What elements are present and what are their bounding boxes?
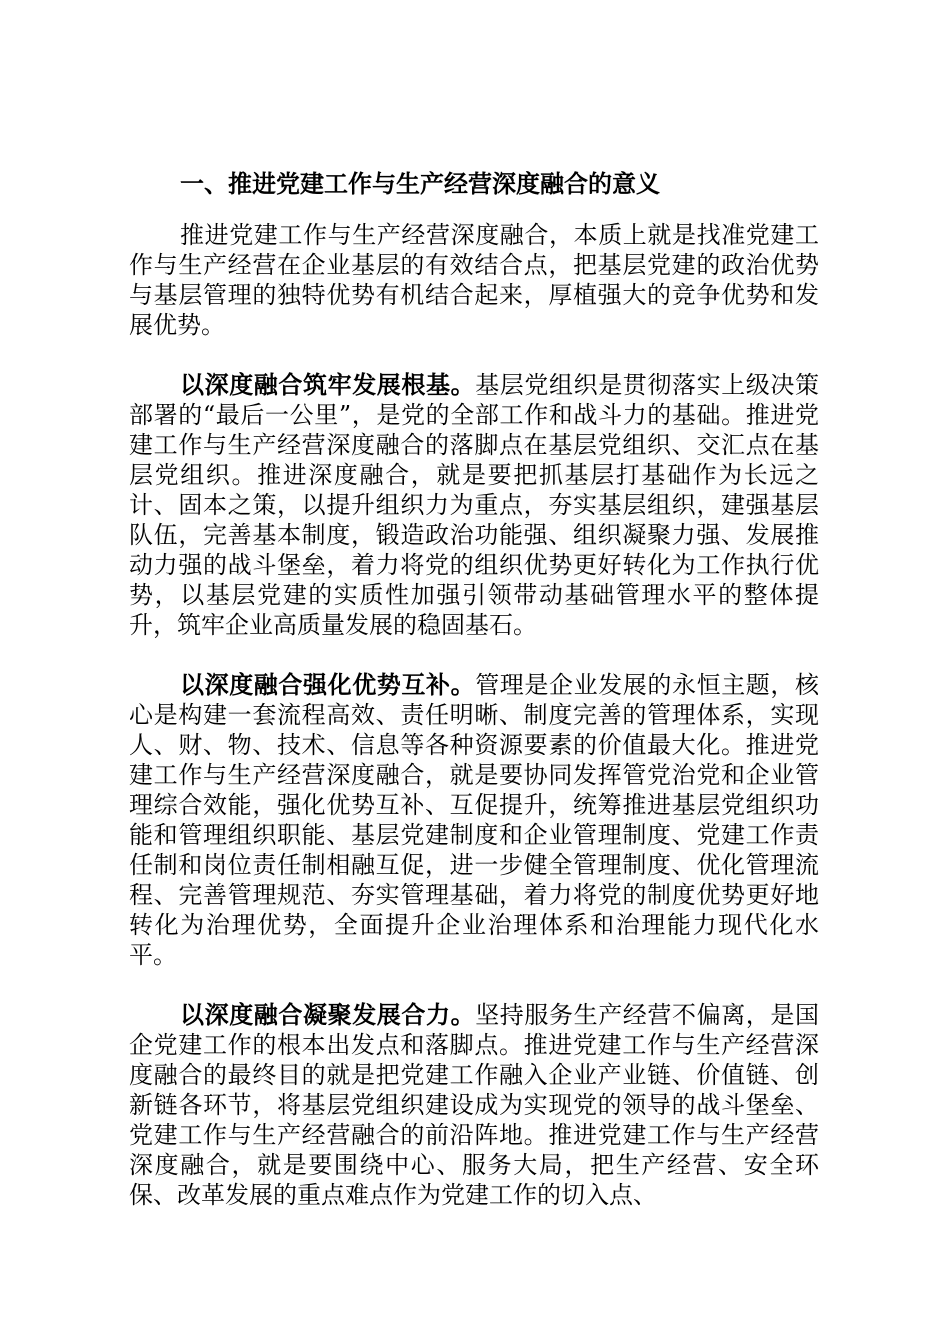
paragraph-text: 基层党组织是贯彻落实上级决策部署的“最后一公里”，是党的全部工作和战斗力的基础。推进党建工作与生产经营深度融合的落脚点在基层党组织、交汇点在基层党组织。推进深度融合，就是要把抓基层打基础作为长远之计、固本之策，以提升组织力为重点，夯实基层组织，建强基层队伍，完善基本制度，锻造政治功能强、组织凝聚力强、发展推动力强的战斗堡垒，着力将党的组织优势更好转化为工作执行优势，以基层党建的实质性加强引领带动基础管理水平的整体提升，筑牢企业高质量发展的稳固基石。 [129,371,820,639]
paragraph-text: 推进党建工作与生产经营深度融合，本质上就是找准党建工作与生产经营在企业基层的有效结合点，把基层党建的政治优势与基层管理的独特优势有机结合起来，厚植强大的竞争优势和发展优势。 [129,221,819,339]
document-body [129,166,819,1240]
paragraph-complementarity [129,670,819,970]
paragraph-lead: 以深度融合筑牢发展根基。 [180,370,476,399]
paragraph-intro [129,220,819,340]
paragraph-foundation [129,370,819,640]
section-heading: 一、推进党建工作与生产经营深度融合的意义 [180,169,660,198]
paragraph-lead: 以深度融合凝聚发展合力。 [180,1000,476,1029]
paragraph-synergy [129,1000,819,1210]
paragraph-lead: 以深度融合强化优势互补。 [180,670,476,699]
paragraph-text: 坚持服务生产经营不偏离，是国企党建工作的根本出发点和落脚点。推进党建工作与生产经营深度融合的最终目的就是把党建工作融入企业产业链、价值链、创新链各环节，将基层党组织建设成为实现党的领导的战斗堡垒、党建工作与生产经营融合的前沿阵地。推进党建工作与生产经营深度融合，就是要围绕中心、服务大局，把生产经营、安全环保、改革发展的重点难点作为党建工作的切入点、 [129,1001,820,1209]
paragraph-text: 管理是企业发展的永恒主题，核心是构建一套流程高效、责任明晰、制度完善的管理体系，实现人、财、物、技术、信息等各种资源要素的价值最大化。推进党建工作与生产经营深度融合，就是要协同发挥管党治党和企业管理综合效能，强化优势互补、互促提升，统筹推进基层党组织功能和管理组织职能、基层党建制度和企业管理制度、党建工作责任制和岗位责任制相融互促，进一步健全管理制度、优化管理流程、完善管理规范、夯实管理基础，着力将党的制度优势更好地转化为治理优势，全面提升企业治理体系和治理能力现代化水平。 [129,671,820,969]
